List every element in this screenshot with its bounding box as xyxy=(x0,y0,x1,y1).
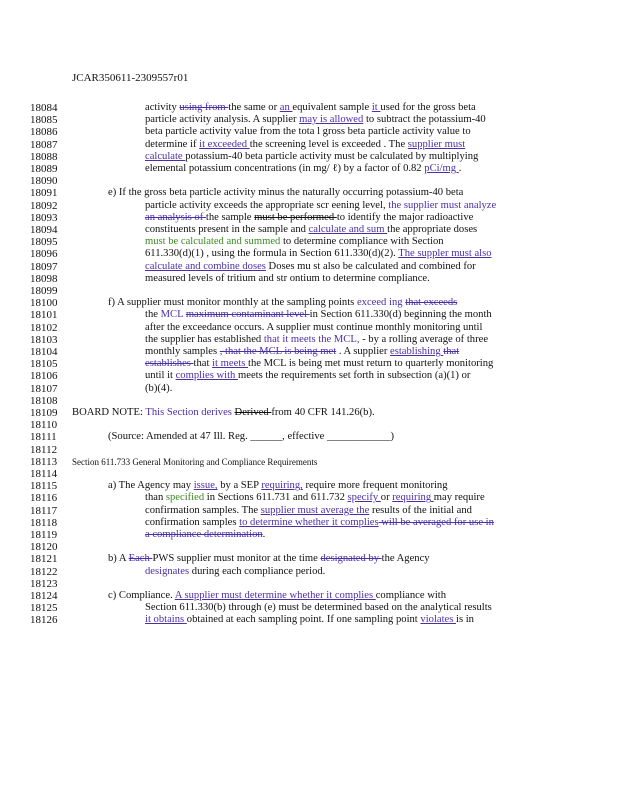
text-segment: results of the initial and xyxy=(369,504,472,516)
text-line xyxy=(145,139,465,151)
text-line xyxy=(108,480,448,492)
text-segment: The suppler must also xyxy=(398,248,492,260)
line-number: 18091 xyxy=(30,187,58,200)
text-segment: it obtains xyxy=(145,614,187,626)
text-segment: requiring, xyxy=(261,480,303,492)
line-number: 18122 xyxy=(30,565,58,578)
text-segment: is exceeded xyxy=(331,138,381,150)
text-segment: must be performed xyxy=(254,211,337,223)
text-segment: PWS supplier must monitor at the time xyxy=(152,553,321,565)
text-segment: . xyxy=(262,529,266,540)
text-segment: must be calculated and summed xyxy=(145,236,281,248)
line-number: 18112 xyxy=(30,443,58,456)
line-number: 18124 xyxy=(30,590,58,602)
text-segment: the supplier has established xyxy=(145,333,264,345)
text-segment: confirmation samples. The xyxy=(145,504,261,516)
text-segment: may require xyxy=(433,492,485,504)
line-number: 18111 xyxy=(30,431,57,444)
text-segment: the same or xyxy=(228,102,280,113)
text-segment: the Agency xyxy=(381,553,430,565)
line-number: 18106 xyxy=(30,370,58,383)
text-line xyxy=(145,261,476,273)
text-segment: constituents present in the sample and xyxy=(145,224,309,235)
text-segment: by a SEP xyxy=(217,480,262,492)
text-segment: measured levels of tritium and str ontium to determine compliance. xyxy=(145,272,430,284)
text-segment: Each xyxy=(128,553,153,565)
text-line xyxy=(145,334,488,346)
text-segment: activity xyxy=(145,102,180,113)
line-number: 18096 xyxy=(30,248,58,261)
text-line xyxy=(145,322,482,334)
text-line xyxy=(108,431,394,443)
text-segment: that xyxy=(193,358,213,370)
text-segment: requiring xyxy=(392,492,434,504)
text-segment: issue, xyxy=(193,480,218,492)
line-number: 18117 xyxy=(30,504,58,517)
text-segment: determine if xyxy=(145,138,200,150)
text-segment: - by a rolling average of three xyxy=(359,333,489,345)
text-segment: 611.330(d)(1) , using the formula in Section 611.330(d)(2). xyxy=(145,248,399,260)
line-number: 18105 xyxy=(30,358,58,371)
line-number: 18126 xyxy=(30,614,58,627)
text-line xyxy=(108,187,463,199)
text-line xyxy=(145,102,476,114)
text-segment: for xyxy=(460,260,476,272)
text-segment: pCi/mg xyxy=(424,163,459,174)
line-number: 18092 xyxy=(30,199,58,212)
text-line xyxy=(108,590,446,602)
text-segment: that it meets the MCL, xyxy=(263,333,360,345)
text-segment: . The xyxy=(380,138,408,150)
line-number: 18100 xyxy=(30,297,58,310)
text-segment: to subtract the potassium-40 xyxy=(363,114,486,126)
text-segment: to determine compliance with Section xyxy=(280,236,444,248)
line-number: 18097 xyxy=(30,260,58,273)
text-segment: must return to quarterly monitoring xyxy=(340,358,494,370)
text-segment: is being met xyxy=(288,358,341,370)
text-line xyxy=(145,273,430,285)
text-segment: at each sampling point. If one sampling point xyxy=(223,614,421,626)
text-segment: f) A supplier must monitor monthly at the sampling points xyxy=(108,297,357,309)
text-segment: establishes xyxy=(145,358,194,370)
text-segment: designated by xyxy=(320,553,382,565)
text-segment: This Section derives xyxy=(145,407,235,418)
text-segment: calculate and sum xyxy=(308,224,388,235)
line-number: 18087 xyxy=(30,138,58,151)
text-segment: exceed ing xyxy=(356,297,406,309)
text-line xyxy=(108,553,430,565)
text-segment: it xyxy=(371,102,381,113)
line-number: 18123 xyxy=(30,577,58,590)
text-segment: particle activity analysis. A supplier xyxy=(145,114,300,126)
line-number: 18125 xyxy=(30,602,58,615)
text-segment: based on the analytical results xyxy=(362,602,492,614)
line-number: 18088 xyxy=(30,150,58,163)
text-segment: require more frequent monitoring xyxy=(302,480,448,492)
text-line xyxy=(145,614,474,626)
text-segment: Doses mu st also be calculated and combined xyxy=(265,260,461,272)
text-line xyxy=(72,456,317,469)
text-segment: b) A xyxy=(108,553,129,565)
line-number: 18107 xyxy=(30,382,58,395)
text-segment: will be averaged for use in xyxy=(378,516,494,528)
text-line xyxy=(145,114,486,126)
line-number: 18090 xyxy=(30,175,58,188)
text-line xyxy=(108,297,457,309)
text-segment: Section 611.330(b) through (e) xyxy=(145,602,279,614)
text-segment: used for the gross beta xyxy=(380,102,476,113)
text-segment: the screening level xyxy=(249,138,332,150)
text-segment: it exceeded xyxy=(199,138,250,150)
text-line xyxy=(72,407,375,419)
text-segment: using from xyxy=(179,102,229,113)
text-segment: is in xyxy=(456,614,474,626)
text-line xyxy=(145,505,472,517)
text-line xyxy=(145,370,470,382)
text-line xyxy=(145,383,172,395)
text-segment: to identify the major radioactive xyxy=(336,211,474,223)
text-segment: from 40 CFR 141.26(b). xyxy=(271,407,375,418)
text-segment: must be calculated xyxy=(334,150,413,162)
text-segment: e) If the gross beta particle activity minus the naturally occurring potassium-40 beta xyxy=(108,187,464,199)
text-segment: compliance with xyxy=(375,590,447,601)
text-segment: monthly samples xyxy=(145,346,220,357)
line-number: 18114 xyxy=(30,468,58,480)
line-number: 18101 xyxy=(30,309,58,322)
text-line xyxy=(145,309,492,321)
text-segment: calculate xyxy=(145,150,186,162)
text-segment: specified xyxy=(165,492,205,504)
text-segment: in Sections 611.731 and 611.732 xyxy=(204,492,348,504)
text-segment: confirmation samples xyxy=(145,516,240,528)
line-number: 18093 xyxy=(30,211,58,224)
text-segment: complies with xyxy=(175,370,238,382)
line-number: 18084 xyxy=(30,102,58,114)
text-line xyxy=(145,346,459,358)
text-line xyxy=(145,212,473,224)
text-line xyxy=(145,529,265,541)
line-number: 18121 xyxy=(30,553,58,566)
text-line xyxy=(145,126,471,138)
text-segment: until it xyxy=(145,370,176,382)
text-segment: than xyxy=(145,492,166,504)
text-segment: elemental potassium concentrations (in mg/ ℓ) by a factor of 0.82 xyxy=(145,163,425,174)
text-segment: the sample xyxy=(205,211,255,223)
text-segment: MCL xyxy=(160,309,186,321)
text-segment: beta particle activity value from the tota l gross beta particle activity value to xyxy=(145,126,471,138)
text-line xyxy=(145,163,461,175)
text-segment: establishing xyxy=(390,346,444,357)
text-segment: supplier must xyxy=(407,138,466,150)
line-number: 18108 xyxy=(30,394,58,407)
text-segment: A supplier must determine whether it complies xyxy=(174,590,376,601)
text-segment: subsection (a)(1) or xyxy=(384,370,471,382)
page-header: JCAR350611-2309557r01 xyxy=(72,72,189,84)
line-number: 18110 xyxy=(30,419,58,432)
line-number: 18098 xyxy=(30,272,58,285)
text-line xyxy=(145,200,496,212)
text-segment: the MCL xyxy=(248,358,289,370)
line-number: 18085 xyxy=(30,114,58,127)
text-segment: BOARD NOTE: xyxy=(72,407,146,418)
text-segment: the xyxy=(145,309,161,321)
text-line xyxy=(145,517,494,529)
text-line xyxy=(145,358,493,370)
text-segment: maximum contaminant level xyxy=(185,309,310,321)
line-number: 18120 xyxy=(30,541,58,554)
text-segment: the supplier must analyze xyxy=(388,199,497,211)
line-number: 18099 xyxy=(30,285,58,297)
text-segment: obtained xyxy=(186,614,224,626)
line-number: 18109 xyxy=(30,407,58,419)
text-segment: particle activity exceeds the appropriate scr eening level, xyxy=(145,199,389,211)
text-segment: an xyxy=(279,102,293,113)
text-line xyxy=(145,492,485,504)
text-segment: a) The Agency may xyxy=(108,480,194,492)
text-segment: the appropriate doses xyxy=(387,224,478,235)
text-segment: c) Compliance. xyxy=(108,590,175,601)
text-line xyxy=(145,224,477,236)
text-segment: . A supplier xyxy=(336,346,391,357)
text-segment: designates xyxy=(145,565,190,577)
text-segment: in Section 611.330(d) beginning the month xyxy=(309,309,492,321)
line-number: 18104 xyxy=(30,346,58,358)
text-line xyxy=(145,602,492,614)
text-segment: , that the MCL is being met xyxy=(219,346,337,357)
line-number: 18119 xyxy=(30,529,58,541)
text-segment: specify xyxy=(347,492,381,504)
line-number: 18095 xyxy=(30,236,58,249)
text-segment: to determine whether it complies xyxy=(239,516,379,528)
text-segment: Section 611.733 General Monitoring and Compliance Requirements xyxy=(72,456,318,467)
text-segment: Derived xyxy=(234,407,272,418)
line-number: 18094 xyxy=(30,224,58,236)
text-segment: equivalent sample xyxy=(292,102,372,113)
line-number: 18086 xyxy=(30,126,58,139)
text-segment: potassium-40 beta particle activity xyxy=(185,150,335,162)
text-segment: set forth in xyxy=(338,370,385,382)
text-segment: that xyxy=(443,346,460,357)
text-segment: by multiplying xyxy=(413,150,479,162)
text-segment: calculate and combine doses xyxy=(145,260,266,272)
line-number: 18116 xyxy=(30,492,58,505)
line-number: 18113 xyxy=(30,455,58,468)
text-line xyxy=(145,248,492,260)
line-number: 18118 xyxy=(30,516,58,529)
text-segment: meets the requirements xyxy=(238,370,339,382)
text-line xyxy=(145,236,444,248)
text-segment: it meets xyxy=(212,358,248,370)
text-segment: supplier must average the xyxy=(260,504,370,516)
text-segment: . xyxy=(458,163,462,174)
text-segment: after the exceedance occurs. A supplier must continue monthly monitoring until xyxy=(145,321,483,333)
text-segment: may is allowed xyxy=(299,114,364,126)
line-number: 18103 xyxy=(30,333,58,346)
text-segment: during each compliance period. xyxy=(189,565,326,577)
line-number: 18089 xyxy=(30,163,58,175)
text-segment: or xyxy=(380,492,393,504)
text-segment: an analysis of xyxy=(145,211,206,223)
text-segment: (Source: Amended at 47 Ill. Reg. ______, effective ____________) xyxy=(108,431,395,443)
line-number: 18115 xyxy=(30,480,58,493)
text-segment: that exceeds xyxy=(405,297,458,309)
text-segment: violates xyxy=(420,614,457,626)
text-segment: (b)(4). xyxy=(145,382,173,394)
text-segment: a compliance determination xyxy=(145,529,263,540)
text-segment: must be determined xyxy=(278,602,363,614)
text-line xyxy=(145,566,325,578)
line-number: 18102 xyxy=(30,321,58,334)
text-line xyxy=(145,151,478,163)
